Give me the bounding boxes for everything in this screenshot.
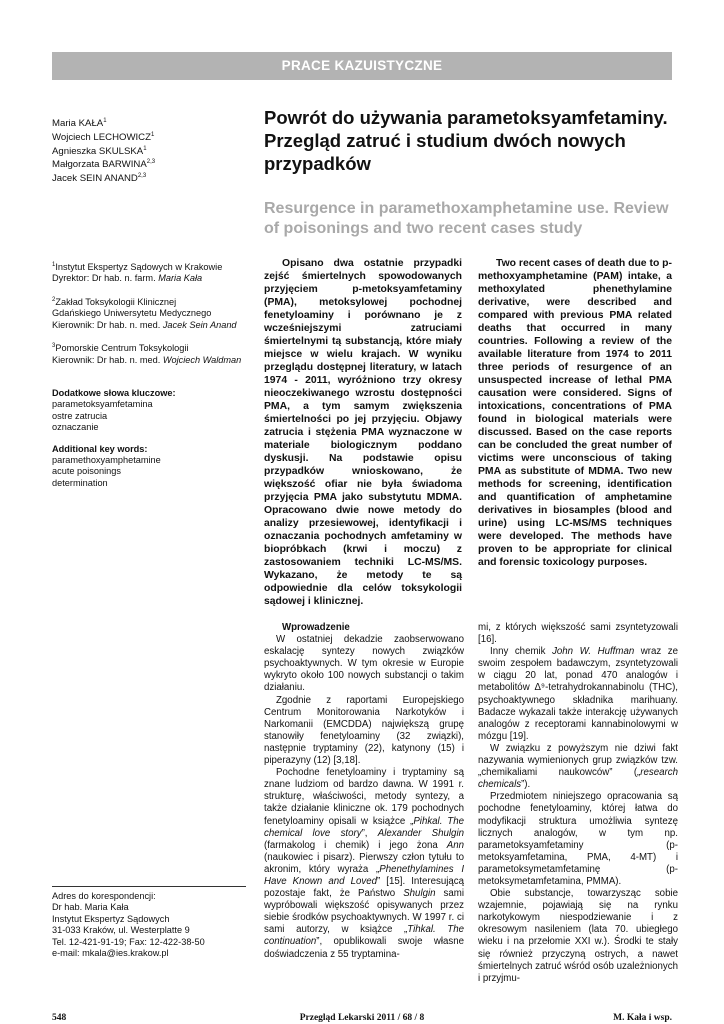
correspondence-address: Adres do korespondencji: Dr hab. Maria Kała Instytut Ekspertyz Sądowych 31-033 Kraków, ul. Westerplatte 9 Tel. 12-421-91-19; Fax: 12-422-38-50 e-mail: mkala@ies.krakow.pl [52,891,205,959]
author: Maria KAŁA$^1$ [52,118,107,130]
affiliations [52,260,257,376]
abstract-polish: Opisano dwa ostatnie przypadki zejść śmiertelnych spowodowanych przyjęciem p-metoksyamfetaminy (PMA), metoksylowej pochodnej fenetyloaminy i porównano je z wcześniejszymi zatruciami śmiertelnymi tą substancją, które miały miejsce w wielu krajach. W wyniku przeglądu dostępnej literatury, w latach 1974 - 2011, wyróżniono trzy okresy nieoczekiwanego wzrostu dostępności PMA, a tym samym zwiększenia śmiertelności po jej przyjęciu. Objawy zatrucia i stężenia PMA wyznaczone w materiale biologicznym poddano dyskusji. Na podstawie opisu przypadków wnioskowano, że większość ofiar nie była świadoma przyjęcia PMA jako substytutu MDMA. Opracowano dwie nowe metody do analizy przesiewowej, identyfikacji i oznaczania pochodnych amfetaminy w biopróbkach (krwi i moczu) z zastosowaniem techniki LC-MS/MS. Wykazano, że metody te są odpowiednie dla celów toksykologii sądowej i klinicznej. [264,258,462,607]
paragraph: Zgodnie z raportami Europejskiego Centrum Monitorowania Narkotyków i Narkomanii (EMCDDA) największą grupę stanowiły fenetyloaminy (32 związki), następnie tryptaminy (22), katynony (15) i piperazyny (12) [3,18]. [264,694,464,767]
paragraph: W ostatniej dekadzie zaobserwowano eskalację syntezy nowych związków psychoaktywnych. W tym okresie w Europie wykryto około 100 nowych substancji o takim działaniu. [264,634,464,694]
journal-citation: Przegląd Lekarski 2011 / 68 / 8 [299,1013,425,1023]
paragraph: W związku z powyższym nie dziwi fakt nazywania wymienionych grup związków tzw. „chemikaliami naukowców” („research chemicals”). [478,742,678,791]
affiliation-2: $^2$Zakład Toksykologii Klinicznej Gdańskiego Uniwersytetu Medycznego Kierownik: Dr hab. n. med. Jacek Sein Anand [52,296,237,330]
author: Wojciech LECHOWICZ$^1$ [52,131,155,143]
abstract-english: Two recent cases of death due to p-methoxyamphetamine (PAM) intake, a methoxylated phenethylamine derivative, were described and compared with previous PMA related deaths that occurred in many countries. Following a review of the available literature from 1974 to 2011 three periods of resurgence of an unsuspected increase of lethal PMA causation were considered. Signs of intoxications, concentrations of PMA found in biological materials were discussed. Based on the case reports can be concluded the great number of victims were unconscious of taking PMA as substitute of MDMA. Two new methods for screening, identification and quantification of amphetamine derivatives in biosamples (blood and urine) using LC-MS/MS techniques were developed. The methods have proven to be appropriate for clinical and forensic toxicology purposes. [478,258,672,568]
section-banner: PRACE KAZUISTYCZNE [52,52,672,80]
keywords-polish: Dodatkowe słowa kluczowe: parametoksyamfetamina ostre zatrucia oznaczanie [52,388,176,433]
keywords-english: Additional key words: paramethoxyamphetamine acute poisonings determination [52,443,161,488]
author: Agnieszka SKULSKA$^1$ [52,145,147,157]
article-title: Powrót do używania parametoksyamfetaminy. Przegląd zatruć i studium dwóch nowych przypadków [264,107,668,174]
body-column-right [478,622,678,985]
running-authors: M. Kała i wsp. [613,1013,672,1023]
paragraph: Przedmiotem niniejszego opracowania są pochodne fenetyloaminy, której łatwa do modyfikacji struktura umożliwia syntezę licznych analogów, w tym np. parametoksyamfetaminy (p-metoksyamfetamina, PMA, 4-MT) i parametoksymetamfetaminę (p-metoksymetamfetamina, PMMA). [478,791,678,887]
author: Małgorzata BARWINA$^{2,3}$ [52,159,156,171]
keywords [52,388,252,499]
author: Jacek SEIN ANAND$^{2,3}$ [52,173,147,185]
author-list [52,116,252,185]
section-heading: Wprowadzenie [282,622,350,633]
paragraph: mi, z których większość sami zsyntetyzowali [16]. [478,622,678,646]
article-title-english: Resurgence in paramethoxamphetamine use. Review of poisonings and two recent cases study [264,200,669,237]
divider [52,886,246,887]
paragraph: Inny chemik John W. Huffman wraz ze swoim zespołem badawczym, zsyntetyzowali w ciągu 20 lat, ponad 470 analogów i metabolitów Δ⁹-tetrahydrokannabinolu (THC), psychoaktywnego składnika marihuany. Badacze wykazali także interakcję używanych analogów z receptorami kannabinolowymi w mózgu [19]. [478,646,678,742]
page-number: 548 [52,1013,67,1023]
affiliation-3: $^3$Pomorskie Centrum Toksykologii Kierownik: Dr hab. n. med. Wojciech Waldman [52,343,242,365]
paragraph: Obie substancje, towarzysząc sobie wzajemnie, pojawiają się na rynku narkotykowym niespodziewanie i z okresowym nasileniem (lata 70. ubiegłego wieku i na przełomie XXI w.). Środki te stały się również przyczyną ostrych, a nawet śmiertelnych zatruć wśród osób uzależnionych i przyjmu- [478,888,678,984]
paragraph: Pochodne fenetyloaminy i tryptaminy są znane ludziom od bardzo dawna. W 1991 r. strukturę, właściwości, metody syntezy, a także działanie kliniczne ok. 179 pochodnych fenetyloaminy opisali w książce „Pihkal. The chemical love story”, Alexander Shulgin (farmakolog i chemik) i jego żona Ann (naukowiec i pisarz). Pierwszy człon tytułu to akronim, który wyraża „Phenethylamines I Have Known and Loved” [15]. Interesującą pozostaje fakt, że Państwo Shulgin sami wypróbowali większość opisywanych przez siebie środków psychoaktywnych. W 1997 r. ci sami autorzy, w książce „Tihkal. The continuation”, opublikowali swoje własne doświadczenia z 55 tryptamina- [264,767,465,960]
affiliation-1: $^1$Instytut Ekspertyz Sądowych w Krakowie Dyrektor: Dr hab. n. farm. Maria Kała [52,262,223,284]
body-column-left [264,622,464,961]
